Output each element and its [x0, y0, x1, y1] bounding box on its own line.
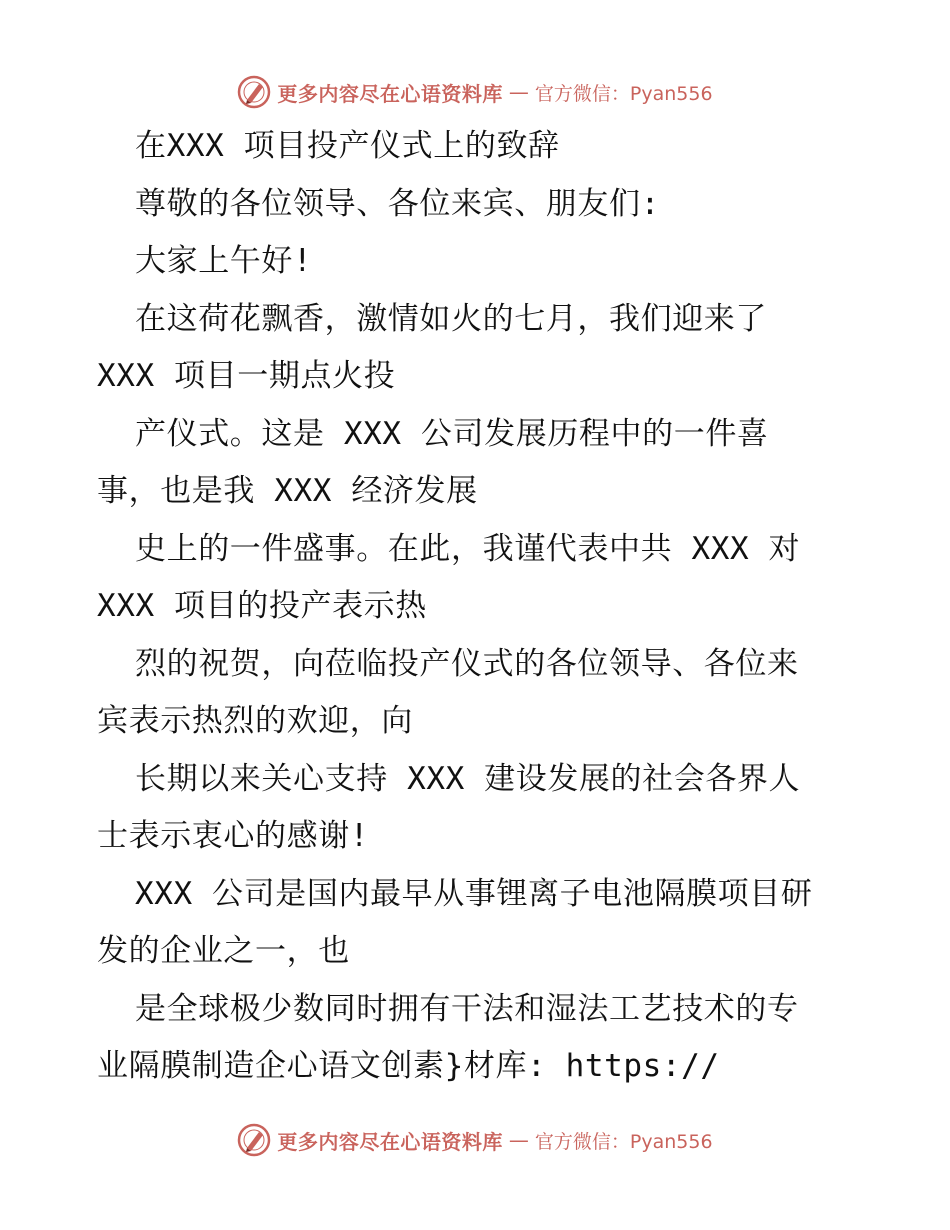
document-line: 在XXX 项目投产仪式上的致辞: [135, 128, 560, 164]
banner-contact: 官方微信：Pyan556: [534, 82, 713, 105]
banner-title: 更多内容尽在心语资料库: [277, 1129, 503, 1154]
document-line: XXX 项目的投产表示热: [97, 588, 427, 624]
document-body: [97, 118, 857, 1096]
document-line: 事，也是我 XXX 经济发展: [97, 473, 478, 509]
banner-contact: 官方微信：Pyan556: [534, 1130, 713, 1153]
banner-dash: —: [508, 80, 529, 104]
document-line: 宾表示热烈的欢迎，向: [97, 703, 413, 739]
document-line: 长期以来关心支持 XXX 建设发展的社会各界人: [135, 760, 801, 797]
document-line: 士表示衷心的感谢!: [97, 818, 370, 854]
document-line: 史上的一件盛事。在此，我谨代表中共 XXX 对: [135, 530, 801, 567]
document-line: 产仪式。这是 XXX 公司发展历程中的一件喜: [135, 415, 769, 452]
document-line: 大家上午好!: [135, 243, 313, 279]
document-line: 发的企业之一，也: [97, 933, 350, 969]
banner-title: 更多内容尽在心语资料库: [277, 81, 503, 106]
header-banner: [0, 72, 950, 112]
document-line: XXX 公司是国内最早从事锂离子电池隔膜项目研: [135, 875, 813, 912]
footer-banner: [0, 1120, 950, 1160]
document-line: 在这荷花飘香，激情如火的七月，我们迎来了: [135, 300, 767, 337]
document-line: 是全球极少数同时拥有干法和湿法工艺技术的专: [135, 990, 799, 1027]
document-line: 烈的祝贺，向莅临投产仪式的各位领导、各位来: [135, 645, 799, 682]
document-line: XXX 项目一期点火投: [97, 358, 396, 394]
banner-dash: —: [508, 1128, 529, 1152]
document-line: 尊敬的各位领导、各位来宾、朋友们:: [135, 185, 660, 222]
document-line: 业隔膜制造企心语文创素}材库: https://: [97, 1048, 720, 1084]
pen-logo-icon: [237, 1123, 271, 1157]
pen-logo-icon: [237, 75, 271, 109]
